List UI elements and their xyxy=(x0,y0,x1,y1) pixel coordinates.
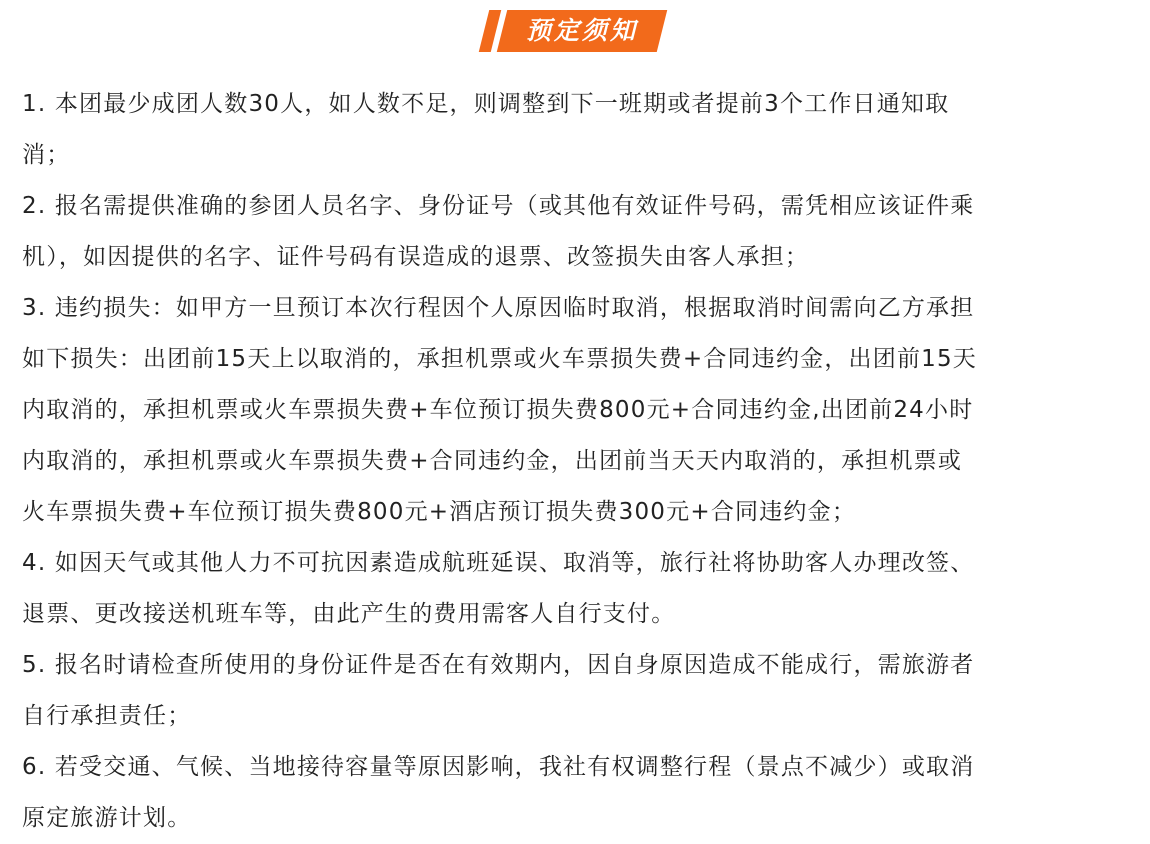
notice-item-4: 4. 如因天气或其他人力不可抗因素造成航班延误、取消等，旅行社将协助客人办理改签、 退票、更改接送机班车等，由此产生的费用需客人自行支付。 xyxy=(22,550,975,627)
notice-item-1: 1. 本团最少成团人数30人，如人数不足，则调整到下一班期或者提前3个工作日通知取 消； xyxy=(22,91,950,168)
page-title: 预定须知 xyxy=(525,16,638,45)
notice-item-2: 2. 报名需提供准确的参团人员名字、身份证号（或其他有效证件号码，需凭相应该证件乘 机），如因提供的名字、证件号码有误造成的退票、改签损失由客人承担； xyxy=(22,193,975,270)
notice-item-5: 5. 报名时请检查所使用的身份证件是否在有效期内，因自身原因造成不能成行，需旅游者 自行承担责任； xyxy=(22,652,975,729)
notice-item-3: 3. 违约损失：如甲方一旦预订本次行程因个人原因临时取消，根据取消时间需向乙方承担 如下损失：出团前15天上以取消的，承担机票或火车票损失费+合同违约金，出团前15天 内取消的，承担机票或火车票损失费+车位预订损失费800元+合同违约金,出团前24小时 内取消的，承担机票或火车票损失费+合同违约金，出团前当天天内取消的，承担机票或 火车票损失费+车位预订损失费800元+酒店预订损失费300元+合同违约金； xyxy=(22,295,978,525)
notice-item-6: 6. 若受交通、气候、当地接待容量等原因影响，我社有权调整行程（景点不减少）或取消 原定旅游计划。 xyxy=(22,754,975,831)
notice-list xyxy=(22,79,1132,844)
notice-header xyxy=(0,10,1150,52)
